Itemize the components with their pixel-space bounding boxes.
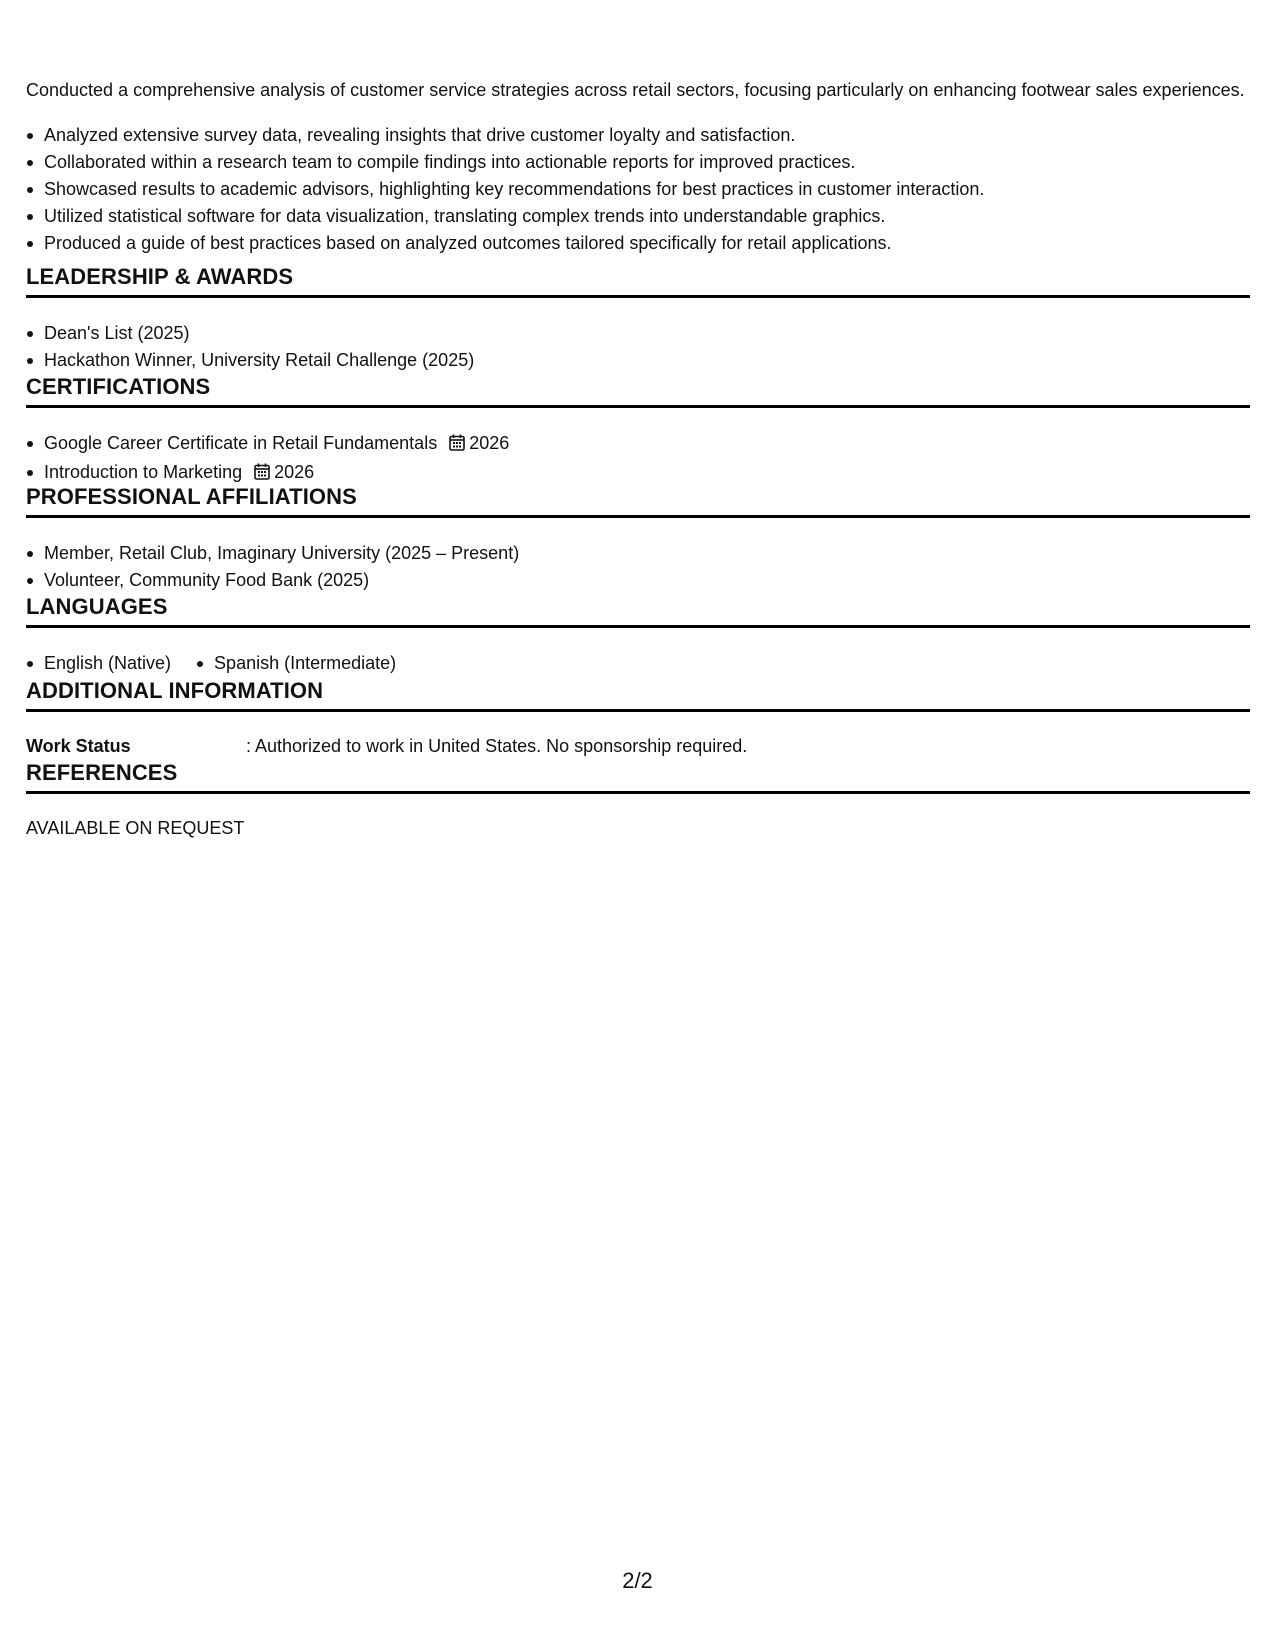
- list-item: Produced a guide of best practices based on analyzed outcomes tailored specifically for retail applications.: [26, 230, 984, 257]
- work-status-label: Work Status: [26, 736, 131, 756]
- page-number: 2/2: [622, 1568, 653, 1593]
- references-text: AVAILABLE ON REQUEST: [26, 818, 245, 838]
- project-summary: Conducted a comprehensive analysis of customer service strategies across retail sectors, focusing particularly on enhancing footwear sales experiences.: [26, 80, 1245, 100]
- certification-name: Introduction to Marketing: [44, 462, 243, 482]
- list-item: Showcased results to academic advisors, highlighting key recommendations for best practices in customer interaction.: [26, 176, 984, 203]
- affiliations-list: [26, 540, 519, 594]
- list-item: Dean's List (2025): [26, 320, 474, 347]
- section-title-languages: LANGUAGES: [26, 594, 1250, 628]
- certification-year: 2026: [469, 433, 510, 453]
- certification-year: 2026: [274, 462, 315, 482]
- language-item: English (Native): [26, 650, 171, 677]
- list-item: Collaborated within a research team to compile findings into actionable reports for improved practices.: [26, 149, 984, 176]
- section-title-leadership: LEADERSHIP & AWARDS: [26, 264, 1250, 298]
- section-title-additional-information: ADDITIONAL INFORMATION: [26, 678, 1250, 712]
- list-item: Utilized statistical software for data visualization, translating complex trends into understandable graphics.: [26, 203, 984, 230]
- section-title-affiliations: PROFESSIONAL AFFILIATIONS: [26, 484, 1250, 518]
- section-title-certifications: CERTIFICATIONS: [26, 374, 1250, 408]
- certification-name: Google Career Certificate in Retail Fundamentals: [44, 433, 438, 453]
- work-status-row: [26, 734, 747, 758]
- languages-list: [26, 650, 421, 677]
- list-item: Member, Retail Club, Imaginary University (2025 – Present): [26, 540, 519, 567]
- project-bullets: [26, 122, 984, 257]
- section-title-references: REFERENCES: [26, 760, 1250, 794]
- calendar-icon: [449, 432, 465, 459]
- certification-item: [26, 430, 509, 459]
- list-item: Volunteer, Community Food Bank (2025): [26, 567, 519, 594]
- leadership-list: [26, 320, 474, 374]
- list-item: Analyzed extensive survey data, revealing insights that drive customer loyalty and satisfaction.: [26, 122, 984, 149]
- work-status-value: : Authorized to work in United States. No sponsorship required.: [246, 736, 748, 756]
- language-item: Spanish (Intermediate): [196, 650, 396, 677]
- list-item: Hackathon Winner, University Retail Challenge (2025): [26, 347, 474, 374]
- certifications-list: [26, 430, 509, 488]
